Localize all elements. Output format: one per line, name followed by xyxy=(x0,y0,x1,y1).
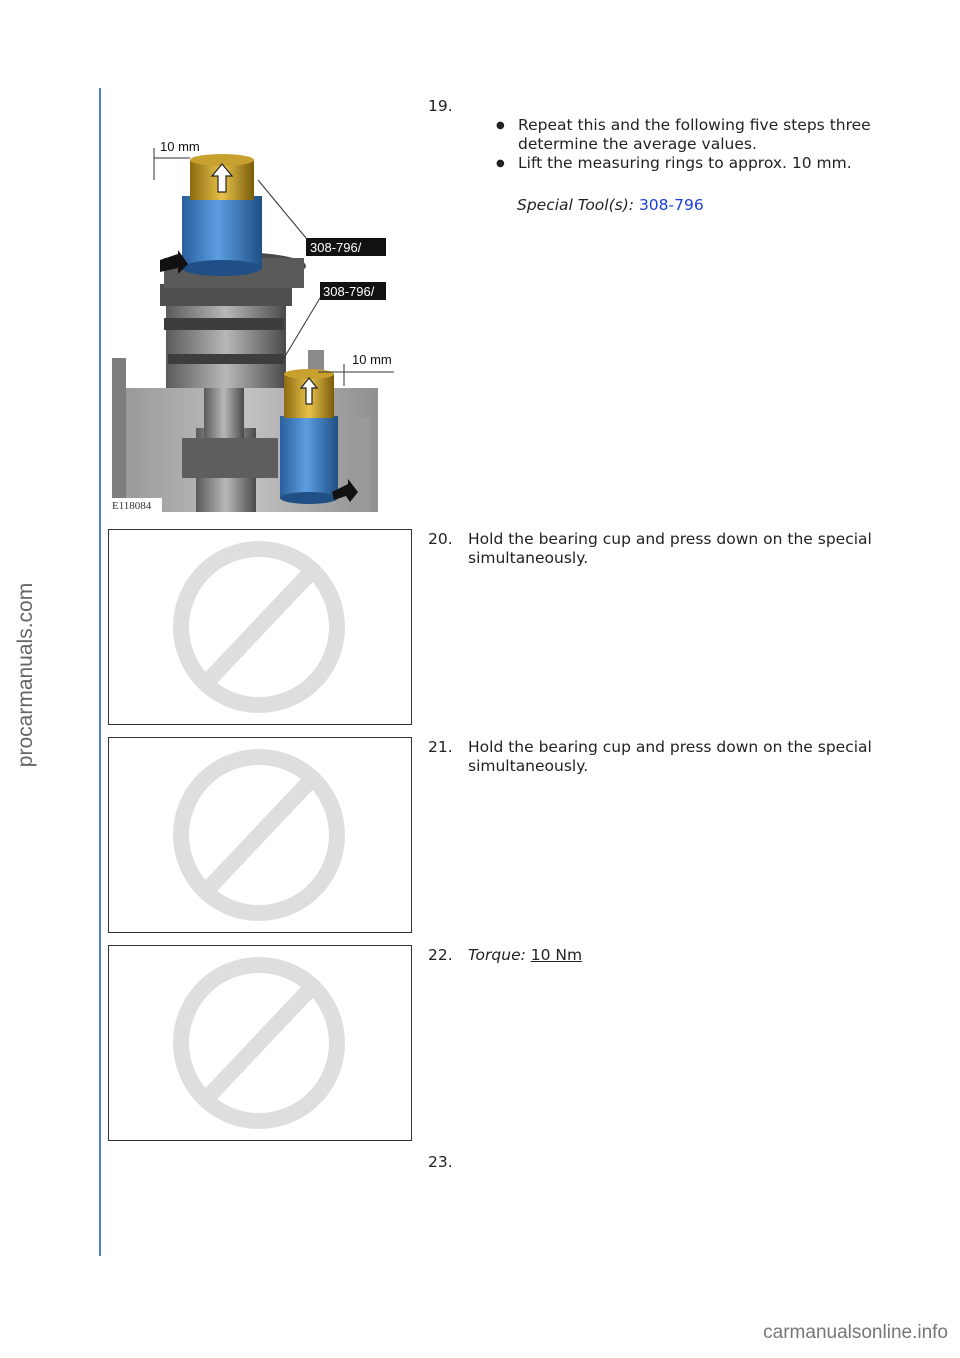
torque-line xyxy=(468,946,888,965)
special-tool-label: Special Tool(s): xyxy=(517,196,634,214)
step-number: 19. xyxy=(428,97,453,115)
callout-308-796-lower: 308-796/ xyxy=(323,284,375,299)
margin-rule xyxy=(99,88,101,1256)
step-19-bullets xyxy=(496,116,896,173)
no-image-icon xyxy=(109,530,411,724)
figure-placeholder-22 xyxy=(108,945,412,1141)
gear-shaft-svg xyxy=(108,88,392,512)
side-watermark-text: procarmanuals.com xyxy=(14,582,37,768)
step-number: 21. xyxy=(428,738,453,756)
special-tool-link[interactable]: 308-796 xyxy=(638,196,704,214)
step-number: 20. xyxy=(428,530,453,548)
torque-label: Torque: xyxy=(468,946,526,964)
no-image-icon xyxy=(109,738,411,932)
step-text: Hold the bearing cup and press down on the special simultaneously. xyxy=(468,530,872,567)
step-number: 23. xyxy=(428,1153,453,1171)
special-tool-line xyxy=(517,196,704,214)
figure-placeholder-21 xyxy=(108,737,412,933)
step-text: Hold the bearing cup and press down on the special simultaneously. xyxy=(468,738,872,775)
step-number: 22. xyxy=(428,946,453,964)
torque-value[interactable]: 10 Nm xyxy=(530,946,583,964)
bullet-item: ● Lift the measuring rings to approx. 10 mm. xyxy=(496,154,896,173)
bullet-item: ● Repeat this and the following five steps three determine the average values. xyxy=(496,116,896,154)
callout-10mm-upper: 10 mm xyxy=(160,139,200,154)
callout-308-796-upper: 308-796/ xyxy=(310,240,362,255)
gear-shaft-illustration xyxy=(108,88,392,512)
figure-placeholder-20 xyxy=(108,529,412,725)
callout-10mm-lower: 10 mm xyxy=(352,352,392,367)
figure-code: E118084 xyxy=(112,500,152,512)
side-watermark xyxy=(14,560,38,790)
no-image-icon xyxy=(109,946,411,1140)
bottom-watermark: carmanualsonline.info xyxy=(763,1322,948,1343)
